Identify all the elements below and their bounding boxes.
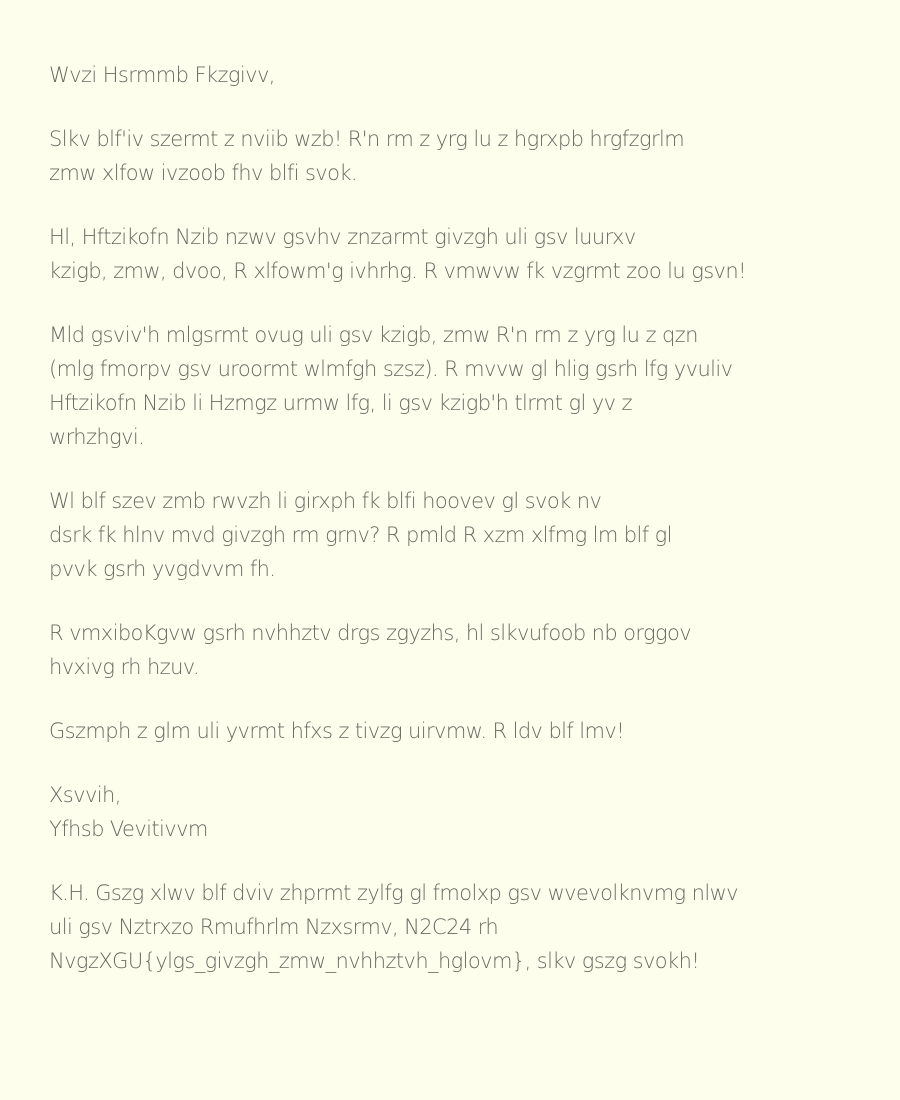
paragraph-line: Slkv blf'iv szermt z nviib wzb! R'n rm z yrg lu z hgrxpb hrgfzgrlm [49,127,685,151]
paragraph-line: Hl, Hftzikofn Nzib nzwv gsvhv znzarmt givzgh uli gsv luurxv [49,225,636,249]
paragraph-line: hvxivg rh hzuv. [49,655,200,679]
paragraph-2 [49,220,840,288]
postscript-line: uli gsv Nztrxzo Rmufhrlm Nzxsrmv, N2C24 rh [49,915,499,939]
spacer [49,846,840,876]
paragraph-6 [49,714,840,748]
spacer [49,288,840,318]
spacer [49,748,840,778]
salutation: Wvzi Hsrmmb Fkzgivv, [49,63,275,87]
paragraph-line: dsrk fk hlnv mvd givzgh rm grnv? R pmld R xzm xlfmg lm blf gl [49,523,672,547]
paragraph-3 [49,318,840,454]
paragraph-1 [49,122,840,190]
postscript-suffix: , slkv gszg svokh! [524,949,700,973]
paragraph-line: kzigb, zmw, dvoo, R xlfowm'g ivhrhg. R vmwvw fk vzgrmt zoo lu gsvn! [49,259,746,283]
paragraph-line: pvvk gsrh yvgdvvm fh. [49,557,276,581]
spacer [49,684,840,714]
paragraph-line: Gszmph z glm uli yvrmt hfxs z tivzg uirvmw. R ldv blf lmv! [49,719,625,743]
paragraph-line: (mlg fmorpv gsv uroormt wlmfgh szsz). R mvvw gl hlig gsrh lfg yvuliv [49,357,733,381]
paragraph-line: Hftzikofn Nzib li Hzmgz urmw lfg, li gsv kzigb'h tlrmt gl yv z [49,391,632,415]
spacer [49,92,840,122]
closing-line: Xsvvih, [49,783,121,807]
paragraph-4 [49,484,840,586]
encoded-code: NvgzXGU{ylgs_givzgh_zmw_nvhhztvh_hglovm} [49,949,525,973]
paragraph-line: wrhzhgvi. [49,425,145,449]
spacer [49,586,840,616]
paragraph-5 [49,616,840,684]
paragraph-line: R vmxiboKgvw gsrh nvhhztv drgs zgyzhs, hl slkvufoob nb orggov [49,621,692,645]
postscript [49,876,840,978]
paragraph-line: Wl blf szev zmb rwvzh li girxph fk blfi hoovev gl svok nv [49,489,602,513]
signature: Yfhsb Vevitivvm [49,817,208,841]
closing [49,778,840,846]
postscript-line: K.H. Gszg xlwv blf dviv zhprmt zylfg gl fmolxp gsv wvevolknvmg nlwv [49,881,738,905]
spacer [49,454,840,484]
paragraph-line: Mld gsviv'h mlgsrmt ovug uli gsv kzigb, zmw R'n rm z yrg lu z qzn [49,323,698,347]
paragraph-line: zmw xlfow ivzoob fhv blfi svok. [49,161,357,185]
spacer [49,190,840,220]
postscript-line [49,944,840,978]
